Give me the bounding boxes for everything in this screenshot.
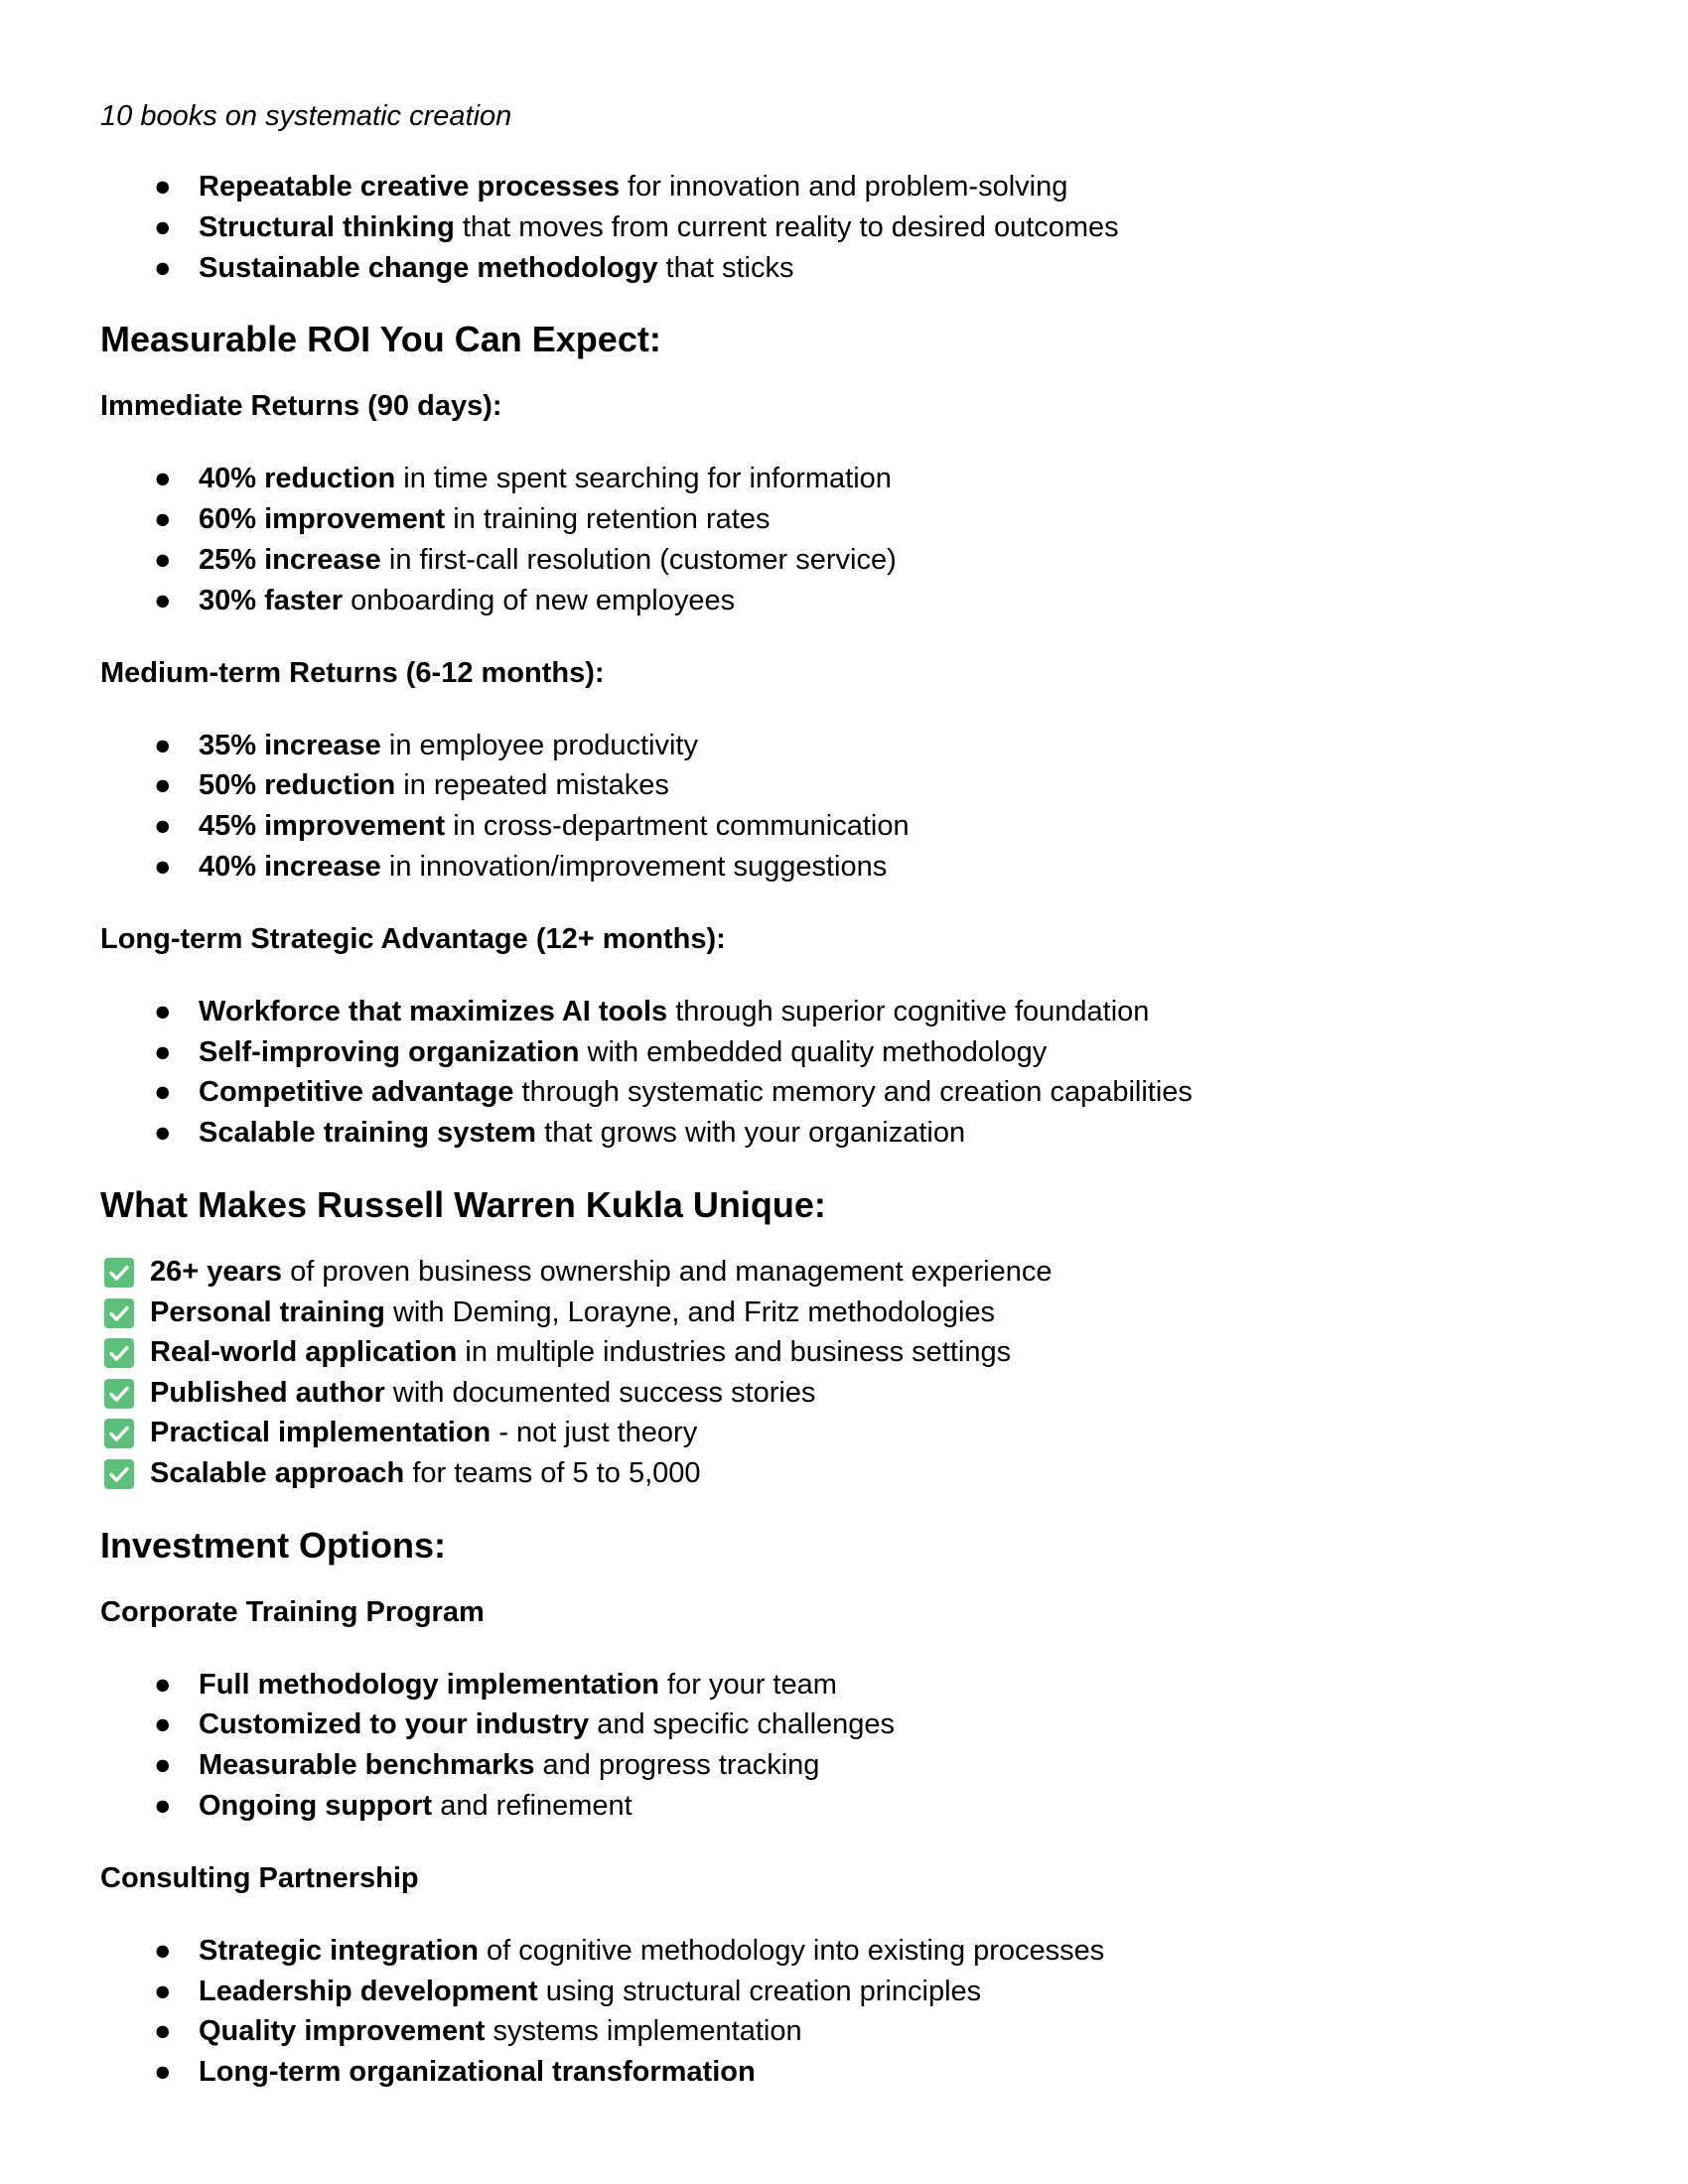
list-item	[100, 1293, 1688, 1333]
intro-note: 10 books on systematic creation	[100, 100, 512, 132]
item-text: in innovation/improvement suggestions	[380, 850, 888, 883]
list-item	[100, 1032, 1688, 1073]
list-item	[100, 248, 1688, 289]
item-emphasis: Scalable approach	[150, 1456, 405, 1489]
list-item	[100, 1786, 1688, 1827]
bullet-icon: ●	[154, 543, 172, 576]
item-emphasis: Measurable benchmarks	[199, 1749, 535, 1782]
medium-returns-heading: Medium-term Returns (6-12 months):	[100, 656, 605, 689]
item-emphasis: 26+ years	[150, 1255, 283, 1288]
bullet-icon: ●	[154, 503, 172, 536]
bullet-icon: ●	[154, 1975, 172, 2007]
item-emphasis: Repeatable creative processes	[199, 171, 620, 203]
item-text: in employee productivity	[380, 729, 698, 761]
bullet-icon: ●	[154, 729, 172, 761]
list-item	[100, 1453, 1688, 1494]
bullet-icon: ●	[154, 769, 172, 802]
list-item	[100, 1665, 1688, 1706]
long-term-list	[100, 992, 1688, 1154]
bullet-icon: ●	[154, 1789, 172, 1822]
check-mark-button-icon	[104, 1419, 134, 1448]
corporate-training-heading: Corporate Training Program	[100, 1595, 485, 1628]
item-text: in multiple industries and business settings	[457, 1336, 1012, 1369]
list-item	[100, 847, 1688, 887]
item-text: that grows with your organization	[536, 1117, 966, 1150]
bullet-icon: ●	[154, 1708, 172, 1741]
bullet-icon: ●	[154, 2056, 172, 2089]
list-item	[100, 806, 1688, 847]
bullet-icon: ●	[154, 584, 172, 616]
consulting-partnership-list	[100, 1931, 1688, 2093]
item-emphasis: 50% reduction	[199, 769, 396, 802]
item-text: with documented success stories	[384, 1376, 816, 1409]
item-text: in first-call resolution (customer service)	[380, 543, 897, 576]
item-text: through superior cognitive foundation	[667, 995, 1150, 1027]
corporate-training-list	[100, 1665, 1688, 1827]
item-text: in repeated mistakes	[395, 769, 669, 802]
item-text: - not just theory	[491, 1417, 698, 1449]
list-item	[100, 2011, 1688, 2052]
list-item	[100, 1931, 1688, 1972]
list-item	[100, 540, 1688, 581]
item-emphasis: Structural thinking	[199, 210, 455, 243]
list-item	[100, 1072, 1688, 1113]
item-text: that moves from current reality to desired outcomes	[454, 210, 1119, 243]
list-item	[100, 459, 1688, 499]
check-mark-button-icon	[104, 1298, 134, 1328]
roi-heading: Measurable ROI You Can Expect:	[100, 319, 661, 360]
list-item	[100, 167, 1688, 207]
item-text: using structural creation principles	[537, 1975, 982, 2007]
item-text: of proven business ownership and management experience	[282, 1255, 1053, 1288]
item-emphasis: 25% increase	[199, 543, 381, 576]
list-item	[100, 581, 1688, 621]
bullet-icon: ●	[154, 1035, 172, 1068]
bullet-icon: ●	[154, 1117, 172, 1150]
intro-bullet-list	[100, 167, 1688, 288]
item-emphasis: Customized to your industry	[199, 1708, 590, 1741]
item-emphasis: Competitive advantage	[199, 1076, 514, 1109]
item-text: with embedded quality methodology	[579, 1035, 1048, 1068]
item-text: through systematic memory and creation capabilities	[513, 1076, 1193, 1109]
list-item	[100, 1332, 1688, 1373]
item-emphasis: Practical implementation	[150, 1417, 492, 1449]
list-item	[100, 1413, 1688, 1453]
item-emphasis: 30% faster	[199, 584, 344, 616]
immediate-returns-heading: Immediate Returns (90 days):	[100, 390, 502, 423]
check-mark-button-icon	[104, 1338, 134, 1368]
item-emphasis: Ongoing support	[199, 1789, 433, 1822]
bullet-icon: ●	[154, 810, 172, 843]
item-text: onboarding of new employees	[343, 584, 736, 616]
bullet-icon: ●	[154, 995, 172, 1027]
item-text: and refinement	[432, 1789, 633, 1822]
item-text: for teams of 5 to 5,000	[404, 1456, 701, 1489]
unique-check-list	[100, 1252, 1688, 1494]
item-emphasis: Published author	[150, 1376, 385, 1409]
unique-heading: What Makes Russell Warren Kukla Unique:	[100, 1183, 826, 1225]
list-item	[100, 2052, 1688, 2093]
item-text: for innovation and problem-solving	[619, 171, 1068, 203]
long-term-heading: Long-term Strategic Advantage (12+ months):	[100, 922, 726, 955]
item-emphasis: Scalable training system	[199, 1117, 537, 1150]
item-text: for your team	[659, 1668, 837, 1701]
list-item	[100, 499, 1688, 540]
consulting-partnership-heading: Consulting Partnership	[100, 1861, 419, 1894]
item-text: of cognitive methodology into existing processes	[479, 1934, 1105, 1967]
bullet-icon: ●	[154, 251, 172, 284]
check-mark-button-icon	[104, 1459, 134, 1489]
item-emphasis: Quality improvement	[199, 2015, 486, 2048]
item-text: and specific challenges	[589, 1708, 896, 1741]
list-item	[100, 1113, 1688, 1154]
item-text: in cross-department communication	[445, 810, 910, 843]
item-emphasis: Self-improving organization	[199, 1035, 580, 1068]
bullet-icon: ●	[154, 171, 172, 203]
item-emphasis: 40% reduction	[199, 463, 396, 495]
check-mark-button-icon	[104, 1379, 134, 1409]
medium-returns-list	[100, 726, 1688, 887]
list-item	[100, 726, 1688, 766]
item-emphasis: 40% increase	[199, 850, 381, 883]
item-emphasis: Long-term organizational transformation	[199, 2056, 756, 2089]
list-item	[100, 207, 1688, 248]
list-item	[100, 1745, 1688, 1786]
item-text: in training retention rates	[445, 503, 771, 536]
bullet-icon: ●	[154, 850, 172, 883]
item-emphasis: Real-world application	[150, 1336, 458, 1369]
item-emphasis: Strategic integration	[199, 1934, 479, 1967]
bullet-icon: ●	[154, 2015, 172, 2048]
item-emphasis: Workforce that maximizes AI tools	[199, 995, 668, 1027]
bullet-icon: ●	[154, 1934, 172, 1967]
investment-heading: Investment Options:	[100, 1524, 447, 1566]
bullet-icon: ●	[154, 1668, 172, 1701]
item-emphasis: 35% increase	[199, 729, 381, 761]
bullet-icon: ●	[154, 463, 172, 495]
item-text: in time spent searching for information	[395, 463, 892, 495]
item-emphasis: 45% improvement	[199, 810, 446, 843]
item-emphasis: Personal training	[150, 1296, 385, 1328]
item-text: and progress tracking	[534, 1749, 820, 1782]
item-emphasis: Sustainable change methodology	[199, 251, 658, 284]
bullet-icon: ●	[154, 1076, 172, 1109]
immediate-returns-list	[100, 459, 1688, 620]
list-item	[100, 1373, 1688, 1414]
bullet-icon: ●	[154, 1749, 172, 1782]
list-item	[100, 992, 1688, 1032]
bullet-icon: ●	[154, 210, 172, 243]
list-item	[100, 1252, 1688, 1293]
list-item	[100, 1705, 1688, 1745]
list-item	[100, 1972, 1688, 2012]
item-text: with Deming, Lorayne, and Fritz methodologies	[384, 1296, 996, 1328]
list-item	[100, 765, 1688, 806]
item-text: systems implementation	[485, 2015, 802, 2048]
item-text: that sticks	[657, 251, 794, 284]
item-emphasis: Full methodology implementation	[199, 1668, 659, 1701]
item-emphasis: Leadership development	[199, 1975, 538, 2007]
check-mark-button-icon	[104, 1258, 134, 1288]
item-emphasis: 60% improvement	[199, 503, 446, 536]
